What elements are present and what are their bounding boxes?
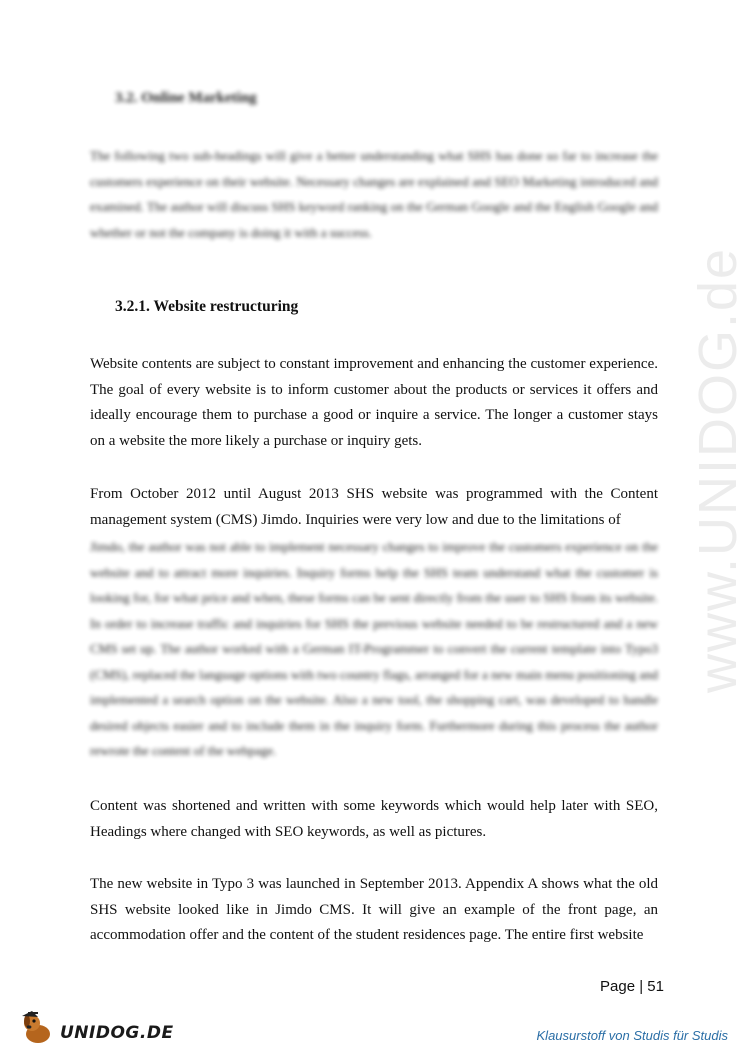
paragraph-content-shortened: Content was shortened and written with some keywords which would help later with SEO, Headings where changed with SEO keywords, as well as pictures. xyxy=(90,798,658,840)
paragraph-new-website: The new website in Typo 3 was launched in September 2013. Appendix A shows what the old SHS website looked like in Jimdo CMS. It will give an example of the front page, an accommodation offer and the content of the student residences page. The entire first website xyxy=(90,876,658,943)
unidog-logo[interactable] xyxy=(18,1008,174,1048)
logo-text: UNIDOG.DE xyxy=(60,1023,174,1043)
paragraph-website-contents: Website contents are subject to constant improvement and enhancing the customer experience. The goal of every website is to inform customer about the products or services it offers and ideally encourage them to purchase a good or inquire a service. The longer a customer stays on a website the more likely a purchase or inquiry gets. xyxy=(90,356,658,449)
footer-tagline: Klausurstoff von Studis für Studis xyxy=(536,1028,728,1043)
paragraph-jimdo-visible: From October 2012 until August 2013 SHS website was programmed with the Content management system (CMS) Jimdo. Inquiries were very low and due to the limitations of xyxy=(90,486,658,528)
subsection-heading: 3.2.1. Website restructuring xyxy=(115,298,299,315)
section-heading: 3.2. Online Marketing xyxy=(115,90,257,106)
page-number: Page | 51 xyxy=(600,978,664,995)
dog-logo-icon xyxy=(18,1008,58,1048)
paragraph-jimdo-blurred: Jimdo, the author was not able to implement necessary changes to improve the customers experience on the website and to attract more inquiries. Inquiry forms help the SHS team understand what the customer is looking for, for what price and when, these forms can be sent directly from the user to SHS from its website. In order to increase traffic and inquiries for SHS the previous website needed to be restructured and a new CMS set up. The author worked with a German IT-Programmer to convert the current template into Typo3 (CMS), replaced the language options with two country flags, arranged for a new main menu positioning and implemented a search option on the website. Also a new tool, the shopping cart, was developed to handle desired objects easier and to include them in the inquiry form. Furthermore during this process the author rewrote the content of the webpage. xyxy=(90,539,658,758)
watermark: www.UNIDOG.de xyxy=(688,246,748,694)
intro-paragraph: The following two sub-headings will give a better understanding what SHS has done so far to increase the customers experience on their website. Necessary changes are explained and SEO Marketing introduced and examined. The author will discuss SHS keyword ranking on the German Google and the English Google and whether or not the company is doing it with a success. xyxy=(90,148,658,240)
